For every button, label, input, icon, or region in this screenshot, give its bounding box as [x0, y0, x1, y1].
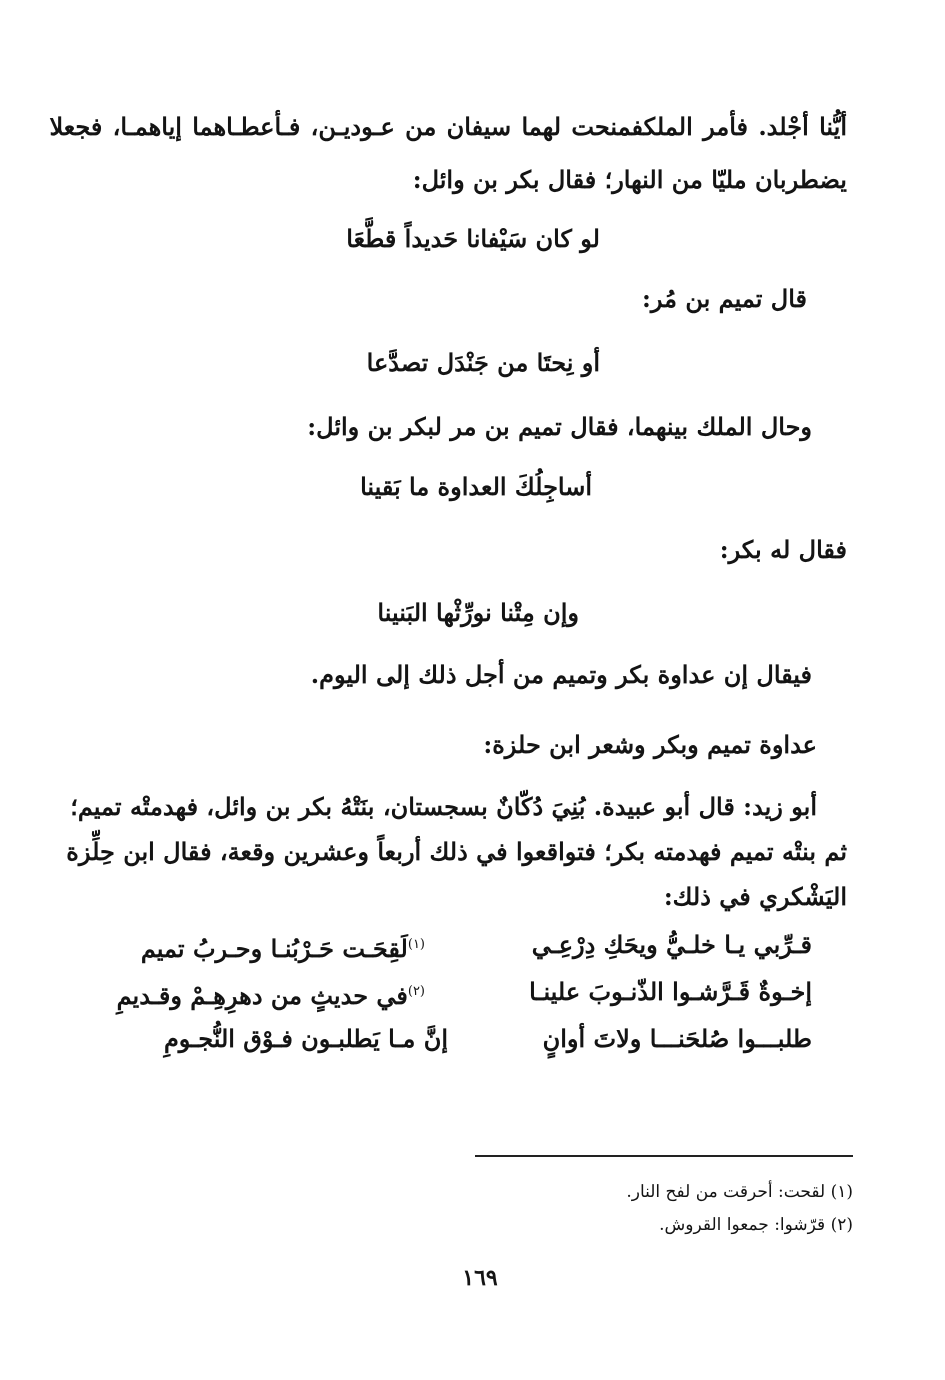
paragraph-line: ثم بنتْه تميم فهدمته بكر؛ فتواقعوا في ذلك أربعاً وعشرين وقعة، فقال ابن حِلِّزة	[66, 837, 847, 866]
poem-first-hemistich: طلبـــوا صُلحَنـــا ولاتَ أوانٍ	[542, 1024, 812, 1053]
paragraph-line: يضطربان مليّا من النهار؛ فقال بكر بن وائل:	[412, 165, 847, 194]
poem-second-hemistich: إنَّ مـا يَطلبـون فـوْق النُّجـومِ	[163, 1024, 448, 1053]
verse-line: لو كان سَيْفانا حَديداً قطَّعَا	[346, 224, 600, 253]
poem-first-hemistich: قـرِّبي يـا خلـيُّ ويحَكِ دِرْعِـي	[531, 930, 812, 959]
verse-line: وإن مِتْنا نورِّثْها البَنينا	[377, 598, 579, 627]
poem-second-hemistich: $^{(١)}$لَقِحَـت حَـرْبُنـا وحـربُ تميم	[140, 934, 425, 963]
paragraph-line: أيُّنا أجْلد. فأمر الملكفمنحت لهما سيفان من عـوديـن، فـأعطـاهما إياهمـا، فجعلا	[49, 112, 847, 141]
footnote: (١) لقحت: أحرقت من لفح النار.	[626, 1182, 853, 1202]
verse-line: أو نِحتَا من جَنْدَل تصدَّعا	[366, 348, 600, 377]
footnote: (٢) قرّشوا: جمعوا القروش.	[659, 1215, 853, 1235]
section-heading: عداوة تميم وبكر وشعر ابن حلزة:	[483, 730, 817, 759]
paragraph-line: أبو زيد: قال أبو عبيدة. بُنِيَ دُكّانٌ بسجستان، بنَتْهُ بكر بن وائل، فهدمتْه تميم؛	[70, 792, 817, 821]
poem-first-hemistich: إخـوةٌ قَـرَّشـوا الذّنـوبَ علينـا	[529, 977, 812, 1006]
verse-line: أساجِلُكَ العداوة ما بَقينا	[360, 472, 592, 501]
poem-second-hemistich: $^{(٢)}$في حديثٍ من دهرِهِـمْ وقـديمِ	[116, 981, 425, 1010]
paragraph-line: فيقال إن عداوة بكر وتميم من أجل ذلك إلى اليوم.	[310, 660, 812, 689]
paragraph-line: فقال له بكر:	[719, 535, 847, 564]
paragraph-line: اليَشْكري في ذلك:	[663, 882, 847, 911]
footnote-marker: (٢)	[407, 984, 425, 999]
paragraph-line: وحال الملك بينهما، فقال تميم بن مر لبكر بن وائل:	[307, 412, 812, 441]
footnote-divider	[475, 1155, 853, 1157]
footnote-marker: (١)	[407, 937, 425, 952]
paragraph-line: قال تميم بن مُر:	[642, 284, 807, 313]
page-number: ١٦٩	[462, 1265, 498, 1291]
